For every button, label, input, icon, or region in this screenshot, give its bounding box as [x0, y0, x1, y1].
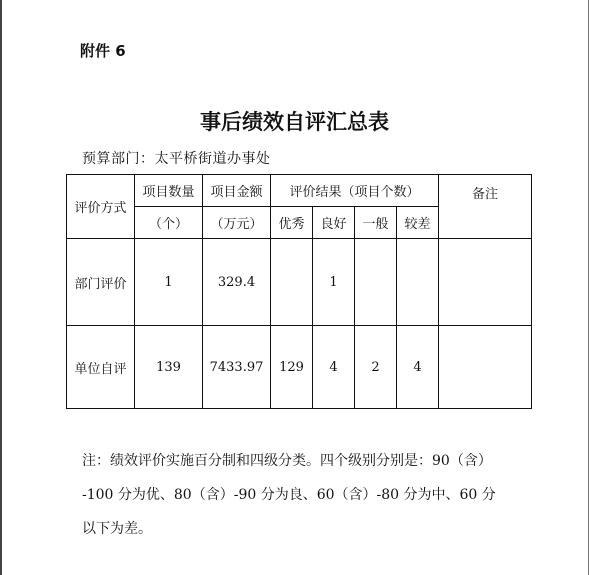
header-count-line1: 项目数量: [135, 175, 203, 207]
row-excellent: 129: [271, 326, 313, 409]
attachment-label: 附件 6: [80, 42, 126, 60]
summary-table: [66, 174, 532, 409]
row-amount: 329.4: [203, 239, 271, 326]
header-count-line2: （个）: [135, 207, 203, 239]
header-amount-line2: （万元）: [203, 207, 271, 239]
header-method: 评价方式: [67, 175, 135, 239]
row-count: 1: [135, 239, 203, 326]
header-results: 评价结果（项目个数）: [271, 175, 439, 207]
row-method: 单位自评: [67, 326, 135, 409]
header-average: 一般: [355, 207, 397, 239]
row-method: 部门评价: [67, 239, 135, 326]
row-remark: [439, 239, 532, 326]
header-good: 良好: [313, 207, 355, 239]
row-amount: 7433.97: [203, 326, 271, 409]
header-row-1: [67, 175, 532, 207]
header-amount-line1: 项目金额: [203, 175, 271, 207]
table-row: [67, 326, 532, 409]
header-remark: 备注: [439, 175, 532, 239]
table-row: [67, 239, 532, 326]
header-excellent: 优秀: [271, 207, 313, 239]
department-line: 预算部门：太平桥街道办事处: [82, 151, 271, 167]
note-paragraph: [82, 444, 532, 546]
note-line: 以下为差。: [82, 521, 152, 537]
row-excellent: [271, 239, 313, 326]
row-good: 1: [313, 239, 355, 326]
page-border-left: [0, 0, 2, 575]
row-average: 2: [355, 326, 397, 409]
row-good: 4: [313, 326, 355, 409]
row-poor: 4: [397, 326, 439, 409]
header-poor: 较差: [397, 207, 439, 239]
row-poor: [397, 239, 439, 326]
row-count: 139: [135, 326, 203, 409]
row-remark: [439, 326, 532, 409]
note-line: -100 分为优、80（含）-90 分为良、60（含）-80 分为中、60 分: [82, 487, 496, 503]
page-title: 事后绩效自评汇总表: [200, 110, 389, 134]
row-average: [355, 239, 397, 326]
note-line: 注：绩效评价实施百分制和四级分类。四个级别分别是：90（含）: [82, 453, 492, 469]
